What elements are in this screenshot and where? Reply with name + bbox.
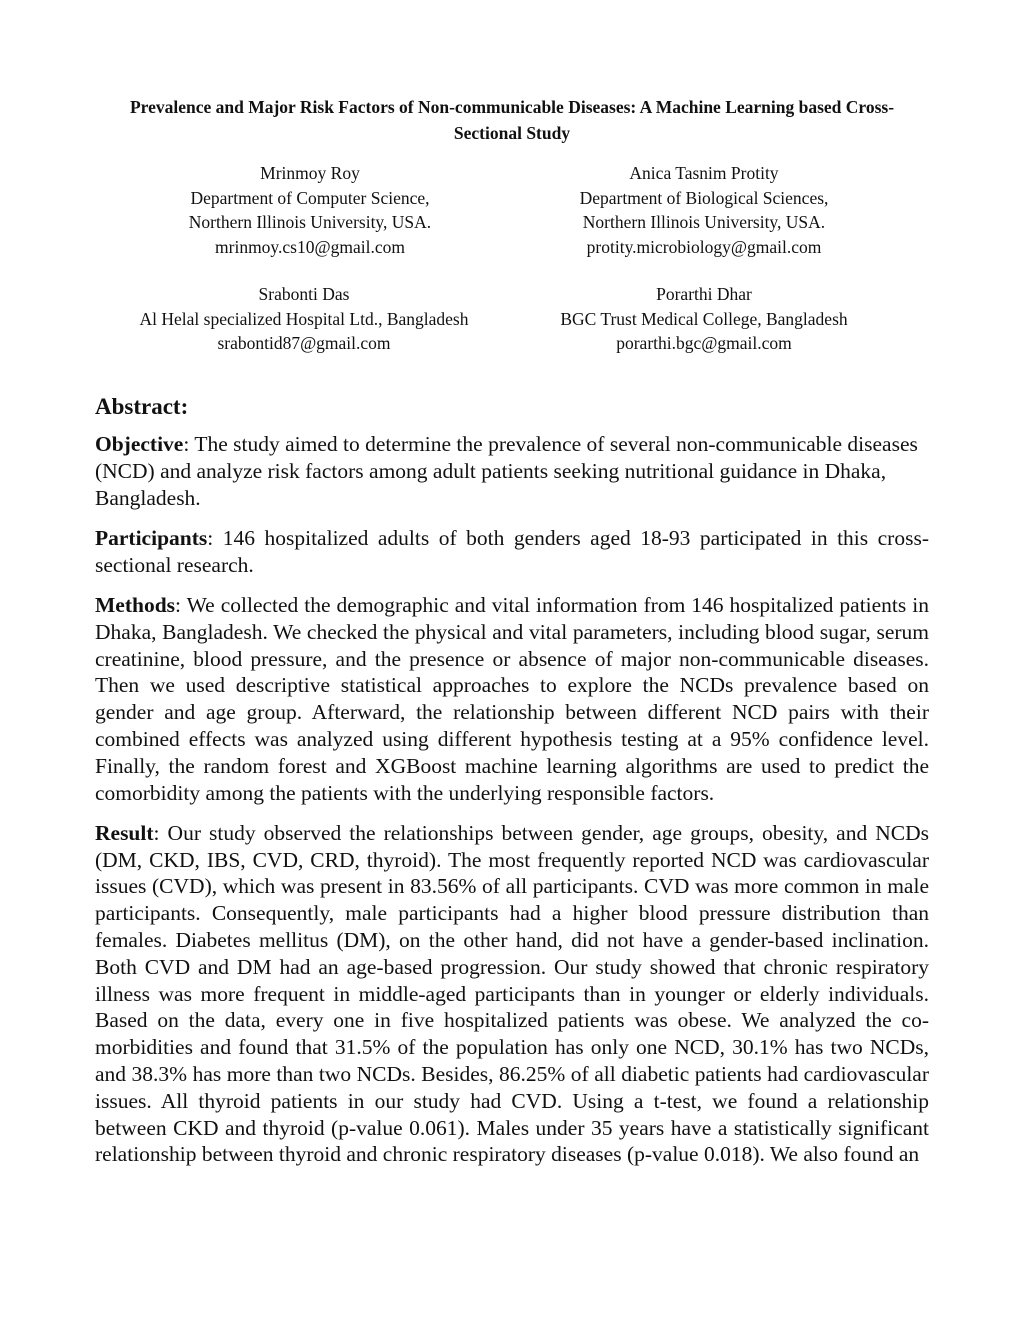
author-affiliation: Department of Computer Science, xyxy=(190,187,430,208)
author-affiliation: Northern Illinois University, USA. xyxy=(188,212,432,232)
abstract-section-participants xyxy=(95,525,929,579)
author-name: Porarthi Dhar xyxy=(656,284,752,304)
section-text: : 146 hospitalized adults of both genders aged 18-93 participated in this cross-sectional research. xyxy=(95,525,929,577)
author-email: mrinmoy.cs10@gmail.com xyxy=(215,236,405,257)
abstract-heading: Abstract: xyxy=(95,394,189,419)
author-block-2 xyxy=(494,161,914,259)
author-email: protity.microbiology@gmail.com xyxy=(586,236,822,257)
author-affiliation: Al Helal specialized Hospital Ltd., Bangladesh xyxy=(139,308,469,329)
author-email: srabontid87@gmail.com xyxy=(217,333,391,353)
section-label: Participants xyxy=(95,525,208,550)
section-text: : We collected the demographic and vital information from 146 hospitalized patients in Dhaka, Bangladesh. We checked the physical and vital parameters, including blood sugar, serum creatinine, blood pressure, and the presence or absence of major non-communicable diseases. Then we used descriptive statistical approaches to explore the NCDs prevalence based on gender and age group. Afterward, the relationship between different NCD pairs with their combined effects was analyzed using different hypothesis testing at a 95% confidence level. Finally, the random forest and XGBoost machine learning algorithms are used to predict the comorbidity among the patients with the underlying responsible factors. xyxy=(95,592,929,805)
abstract-section-objective xyxy=(95,431,929,511)
paper-title: Prevalence and Major Risk Factors of Non-communicable Diseases: A Machine Learning based Cross-Sectional Study xyxy=(129,97,895,143)
author-block-4 xyxy=(494,282,914,356)
author-name: Anica Tasnim Protity xyxy=(629,163,779,183)
author-affiliation: BGC Trust Medical College, Bangladesh xyxy=(560,308,848,329)
section-label: Result xyxy=(95,820,154,845)
section-text: : The study aimed to determine the prevalence of several non-communicable diseases (NCD) and analyze risk factors among adult patients seeking nutritional guidance in Dhaka, Bangladesh. xyxy=(95,432,918,510)
abstract-section-methods xyxy=(95,592,929,806)
abstract-section-result xyxy=(95,820,929,1168)
author-email: porarthi.bgc@gmail.com xyxy=(616,333,792,353)
section-text: : Our study observed the relationships between gender, age groups, obesity, and NCDs (DM, CKD, IBS, CVD, CRD, thyroid). The most frequently reported NCD was cardiovascular issues (CVD), which was present in 83.56% of all participants. CVD was more common in male participants. Consequently, male participants had a higher blood pressure distribution than females. Diabetes mellitus (DM), on the other hand, did not have a gender-based inclination. Both CVD and DM had an age-based progression. Our study showed that chronic respiratory illness was more frequent in middle-aged participants than in younger or elderly individuals. Based on the data, every one in five hospitalized patients was obese. We analyzed the co-morbidities and found that 31.5% of the population has only one NCD, 30.1% has two NCDs, and 38.3% has more than two NCDs. Besides, 86.25% of all diabetic patients had cardiovascular issues. All thyroid patients in our study had CVD. Using a t-test, we found a relationship between CKD and thyroid (p-value 0.061). Males under 35 years have a statistically significant relationship between thyroid and chronic respiratory diseases (p-value 0.018). We also found an xyxy=(95,820,929,1167)
author-affiliation: Northern Illinois University, USA. xyxy=(582,212,826,232)
author-name: Mrinmoy Roy xyxy=(260,163,360,183)
author-name: Srabonti Das xyxy=(258,284,350,304)
author-block-3 xyxy=(94,282,514,356)
author-block-1 xyxy=(100,161,520,259)
abstract-body xyxy=(95,431,929,1182)
author-affiliation: Department of Biological Sciences, xyxy=(579,187,829,208)
section-label: Objective xyxy=(95,432,184,456)
section-label: Methods xyxy=(95,592,176,617)
